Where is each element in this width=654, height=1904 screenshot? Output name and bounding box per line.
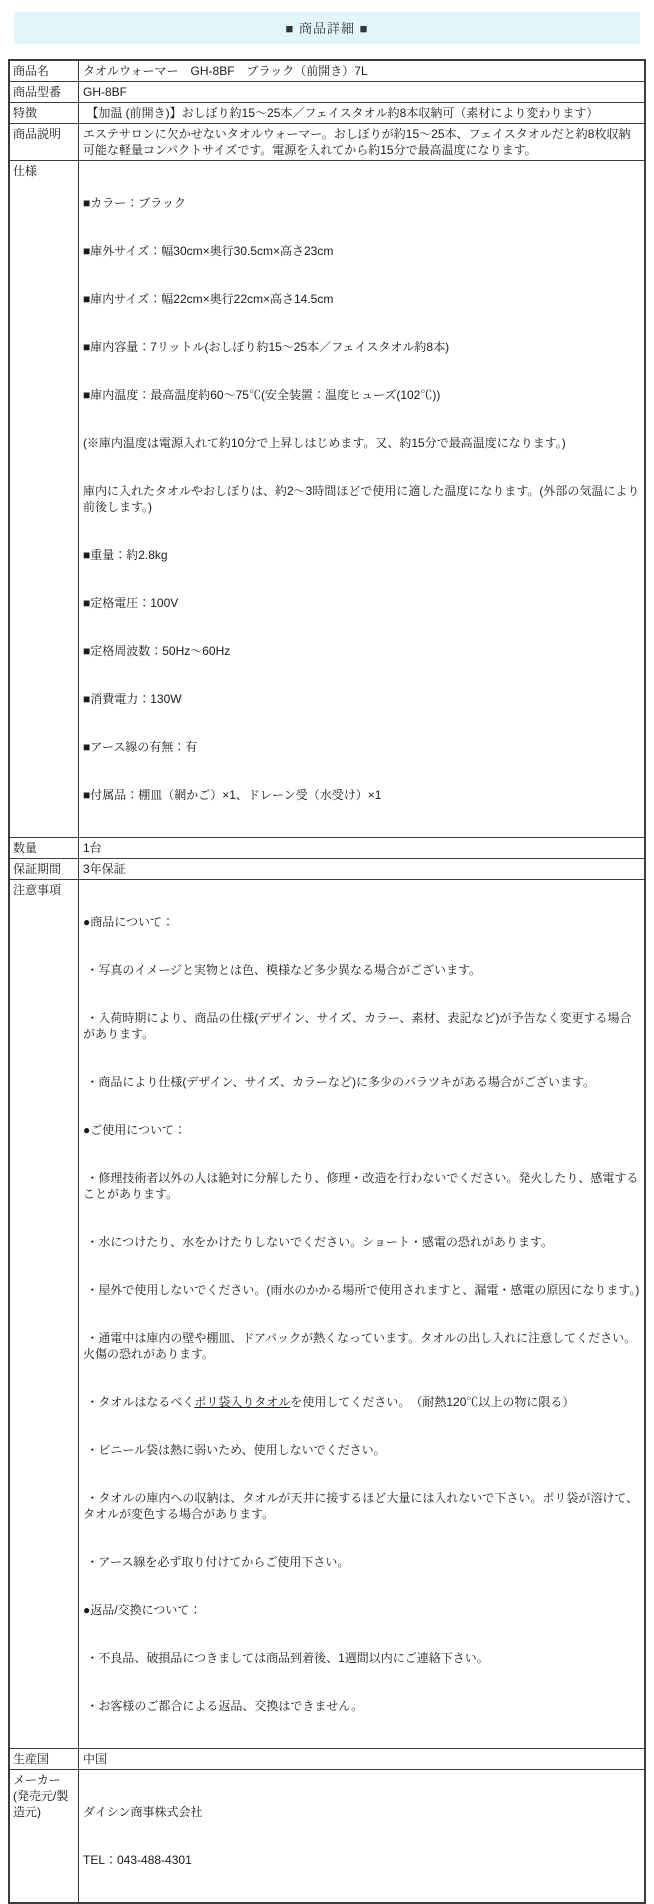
product-detail-table	[8, 59, 646, 1904]
spec-line: ■庫内容量：7リットル(おしぼり約15～25本／フェイスタオル約8本)	[83, 340, 450, 354]
table-row-country	[9, 1749, 645, 1770]
spec-line: ■消費電力：130W	[83, 692, 182, 706]
caution-line: ・商品により仕様(デザイン、サイズ、カラーなど)に多少のバラツキがある場合がございます。	[83, 1075, 595, 1089]
caution-line: ●ご使用について：	[83, 1123, 187, 1137]
row-label-features: 特徴	[9, 103, 79, 124]
caution-line: ・修理技術者以外の人は絶対に分解したり、修理・改造を行わないでください。発火したり、感電することがあります。	[83, 1171, 639, 1201]
spec-line: 庫内に入れたタオルやおしぼりは、約2～3時間ほどで使用に適した温度になります。(外部の気温により前後します。)	[83, 484, 640, 514]
row-label-specs: 仕様	[9, 161, 79, 838]
table-row-features	[9, 103, 645, 124]
spec-line: ■重量：約2.8kg	[83, 548, 168, 562]
row-value-features: 【加温 (前開き)】おしぼり約15～25本／フェイスタオル約8本収納可（素材により変わります）	[79, 103, 646, 124]
caution-line: ・ビニール袋は熱に弱いため、使用しないでください。	[83, 1443, 386, 1457]
row-label-model: 商品型番	[9, 82, 79, 103]
row-value-quantity: 1台	[79, 838, 646, 859]
caution-line: ●商品について：	[83, 915, 175, 929]
caution-line: ・屋外で使用しないでください。(雨水のかかる場所で使用されますと、漏電・感電の原因になります。)	[83, 1283, 640, 1297]
spec-line: ■庫外サイズ：幅30cm×奥行30.5cm×高さ23cm	[83, 244, 334, 258]
table-row-model	[9, 82, 645, 103]
table-row-quantity	[9, 838, 645, 859]
caution-line: ●返品/交換について：	[83, 1603, 202, 1617]
caution-line-poly-bag	[83, 1394, 640, 1410]
spec-line: ■庫内サイズ：幅22cm×奥行22cm×高さ14.5cm	[83, 292, 334, 306]
table-row-product-name	[9, 60, 645, 82]
row-value-product-name: タオルウォーマー GH-8BF ブラック（前開き）7L	[79, 60, 646, 82]
row-value-description: エステサロンに欠かせないタオルウォーマー。おしぼりが約15～25本、フェイスタオルだと約8枚収納可能な軽量コンパクトサイズです。電源を入れてから約15分で最高温度になります。	[79, 124, 646, 161]
spec-line: ■定格周波数：50Hz～60Hz	[83, 644, 231, 658]
row-label-country: 生産国	[9, 1749, 79, 1770]
spec-line: ■アース線の有無：有	[83, 740, 198, 754]
row-label-maker: メーカー(発売元/製造元)	[9, 1770, 79, 1904]
caution-line: ・入荷時期により、商品の仕様(デザイン、サイズ、カラー、素材、表記など)が予告なく変更する場合があります。	[83, 1011, 632, 1041]
row-value-specs	[79, 161, 646, 838]
poly-bag-line-pre: ・タオルはなるべく	[83, 1395, 195, 1409]
row-value-country: 中国	[79, 1749, 646, 1770]
row-value-model: GH-8BF	[79, 82, 646, 103]
row-label-warranty: 保証期間	[9, 859, 79, 880]
spec-line: ■付属品：棚皿（網かご）×1、ドレーン受（水受け）×1	[83, 788, 382, 802]
poly-bag-line-post: を使用してください。 （耐熱120℃以上の物に限る）	[290, 1395, 575, 1409]
spec-line: ■庫内温度：最高温度約60～75℃(安全装置：温度ヒューズ(102℃))	[83, 388, 441, 402]
row-label-cautions: 注意事項	[9, 880, 79, 1749]
table-row-warranty	[9, 859, 645, 880]
caution-line: ・写真のイメージと実物とは色、模様など多少異なる場合がございます。	[83, 963, 482, 977]
row-label-product-name: 商品名	[9, 60, 79, 82]
table-row-cautions	[9, 880, 645, 1749]
spec-line: ■定格電圧：100V	[83, 596, 179, 610]
page-title-band	[14, 12, 640, 44]
page-title: ■ 商品詳細 ■	[285, 21, 369, 36]
table-row-specs	[9, 161, 645, 838]
row-value-cautions	[79, 880, 646, 1749]
spec-line: (※庫内温度は電源入れて約10分で上昇しはじめます。又、約15分で最高温度になります。)	[83, 436, 566, 450]
caution-line: ・アース線を必ず取り付けてからご使用下さい。	[83, 1555, 350, 1569]
row-label-quantity: 数量	[9, 838, 79, 859]
poly-bag-underlined-text: ポリ袋入りタオル	[194, 1395, 291, 1409]
row-value-warranty: 3年保証	[79, 859, 646, 880]
caution-line: ・水につけたり、水をかけたりしないでください。ショート・感電の恐れがあります。	[83, 1235, 553, 1249]
maker-tel: TEL：043-488-4301	[83, 1853, 192, 1867]
spec-line: ■カラー：ブラック	[83, 196, 187, 210]
maker-company: ダイシン商事株式会社	[83, 1805, 203, 1819]
row-value-maker	[79, 1770, 646, 1904]
table-row-description	[9, 124, 645, 161]
row-label-description: 商品説明	[9, 124, 79, 161]
caution-line: ・通電中は庫内の壁や棚皿、ドアパックが熱くなっています。タオルの出し入れに注意してください。火傷の恐れがあります。	[83, 1331, 637, 1361]
caution-line: ・不良品、破損品につきましては商品到着後、1週間以内にご連絡下さい。	[83, 1651, 489, 1665]
caution-line: ・タオルの庫内への収納は、タオルが天井に接するほど大量には入れないで下さい。ポリ袋が溶けて、タオルが変色する場合があります。	[83, 1491, 639, 1521]
caution-line: ・お客様のご都合による返品、交換はできません。	[83, 1699, 364, 1713]
table-row-maker	[9, 1770, 645, 1904]
